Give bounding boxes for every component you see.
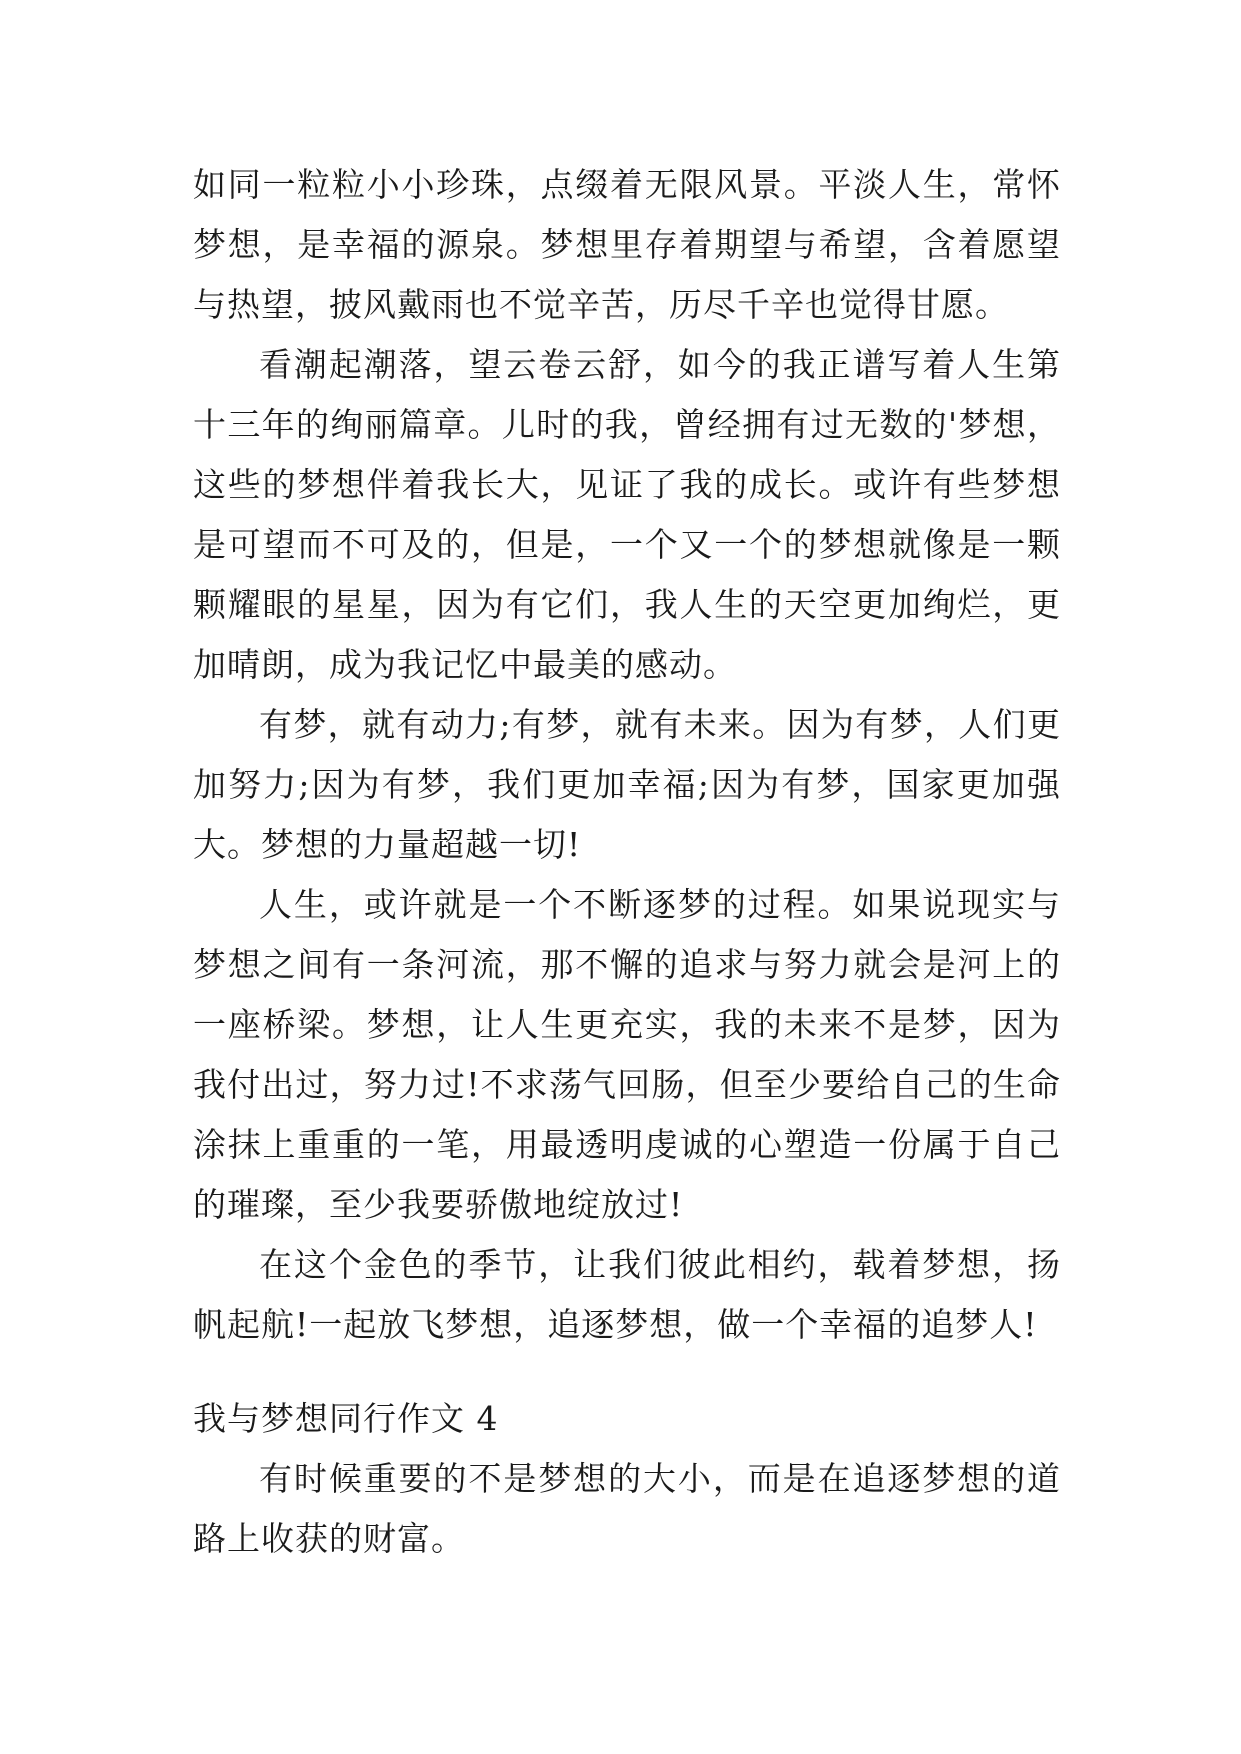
paragraph: 人生，或许就是一个不断逐梦的过程。如果说现实与梦想之间有一条河流，那不懈的追求与努力就会是河上的一座桥梁。梦想，让人生更充实，我的未来不是梦，因为我付出过，努力过!不求荡气回肠，但至少要给自己的生命涂抹上重重的一笔，用最透明虔诚的心塑造一份属于自己的璀璨，至少我要骄傲地绽放过! bbox=[193, 885, 1061, 1224]
essay-section-4 bbox=[193, 1389, 1061, 1569]
essay-body bbox=[193, 155, 1061, 1355]
paragraph: 在这个金色的季节，让我们彼此相约，载着梦想，扬帆起航!一起放飞梦想，追逐梦想，做一个幸福的追梦人! bbox=[193, 1245, 1061, 1344]
paragraph: 看潮起潮落，望云卷云舒，如今的我正谱写着人生第十三年的绚丽篇章。儿时的我，曾经拥有过无数的'梦想，这些的梦想伴着我长大，见证了我的成长。或许有些梦想是可望而不可及的，但是，一个又一个的梦想就像是一颗颗耀眼的星星，因为有它们，我人生的天空更加绚烂，更加晴朗，成为我记忆中最美的感动。 bbox=[193, 345, 1061, 684]
paragraph: 有梦，就有动力;有梦，就有未来。因为有梦，人们更加努力;因为有梦，我们更加幸福;因为有梦，国家更加强大。梦想的力量超越一切! bbox=[193, 705, 1061, 864]
paragraph-continuation: 如同一粒粒小小珍珠，点缀着无限风景。平淡人生，常怀梦想，是幸福的源泉。梦想里存着期望与希望，含着愿望与热望，披风戴雨也不觉辛苦，历尽千辛也觉得甘愿。 bbox=[193, 165, 1061, 324]
section-heading: 我与梦想同行作文 4 bbox=[193, 1399, 499, 1438]
paragraph: 有时候重要的不是梦想的大小，而是在追逐梦想的道路上收获的财富。 bbox=[193, 1459, 1061, 1558]
